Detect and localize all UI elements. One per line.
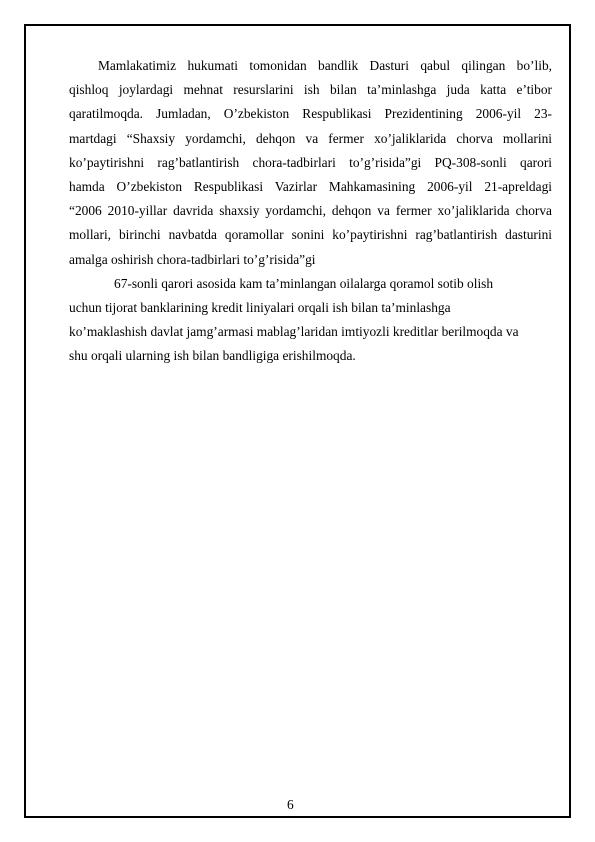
- document-body: [69, 54, 552, 368]
- text-line: amalga oshirish chora-tadbirlari to’g’risida”gi: [69, 251, 316, 267]
- text-line: hamda O’zbekiston Respublikasi Vazirlar Mahkamasining 2006-yil 21-apreldagi: [69, 178, 552, 194]
- text-line: qishloq joylardagi mehnat resurslarini ish bilan ta’minlashga juda katta e’tibor: [69, 82, 552, 98]
- text-line: 67-sonli qarori asosida kam ta’minlangan oilalarga qoramol sotib olish: [114, 275, 494, 291]
- paragraph-1: [69, 54, 552, 272]
- text-line: shu orqali ularning ish bilan bandligiga erishilmoqda.: [69, 348, 356, 364]
- page-number: 6: [287, 797, 294, 812]
- text-line: qaratilmoqda. Jumladan, O’zbekiston Respublikasi Prezidentining 2006-yil 23-: [69, 106, 552, 122]
- text-line: mollari, birinchi navbatda qoramollar sonini ko’paytirishni rag’batlantirish dasturini: [69, 227, 552, 243]
- text-line: ko’maklashish davlat jamg’armasi mablag’laridan imtiyozli kreditlar berilmoqda va: [69, 324, 519, 340]
- text-line: “2006 2010-yillar davrida shaxsiy yordamchi, dehqon va fermer xo’jaliklarida chorva: [69, 203, 552, 219]
- text-line: ko’paytirishni rag’batlantirish chora-tadbirlari to’g’risida”gi PQ-308-sonli qarori: [69, 154, 552, 170]
- text-line: uchun tijorat banklarining kredit liniyalari orqali ish bilan ta’minlashga: [69, 299, 451, 315]
- paragraph-2: [69, 272, 552, 369]
- text-line: Mamlakatimiz hukumati tomonidan bandlik Dasturi qabul qilingan bo’lib,: [98, 58, 552, 73]
- text-line: martdagi “Shaxsiy yordamchi, dehqon va fermer xo’jaliklarida chorva mollarini: [69, 130, 552, 146]
